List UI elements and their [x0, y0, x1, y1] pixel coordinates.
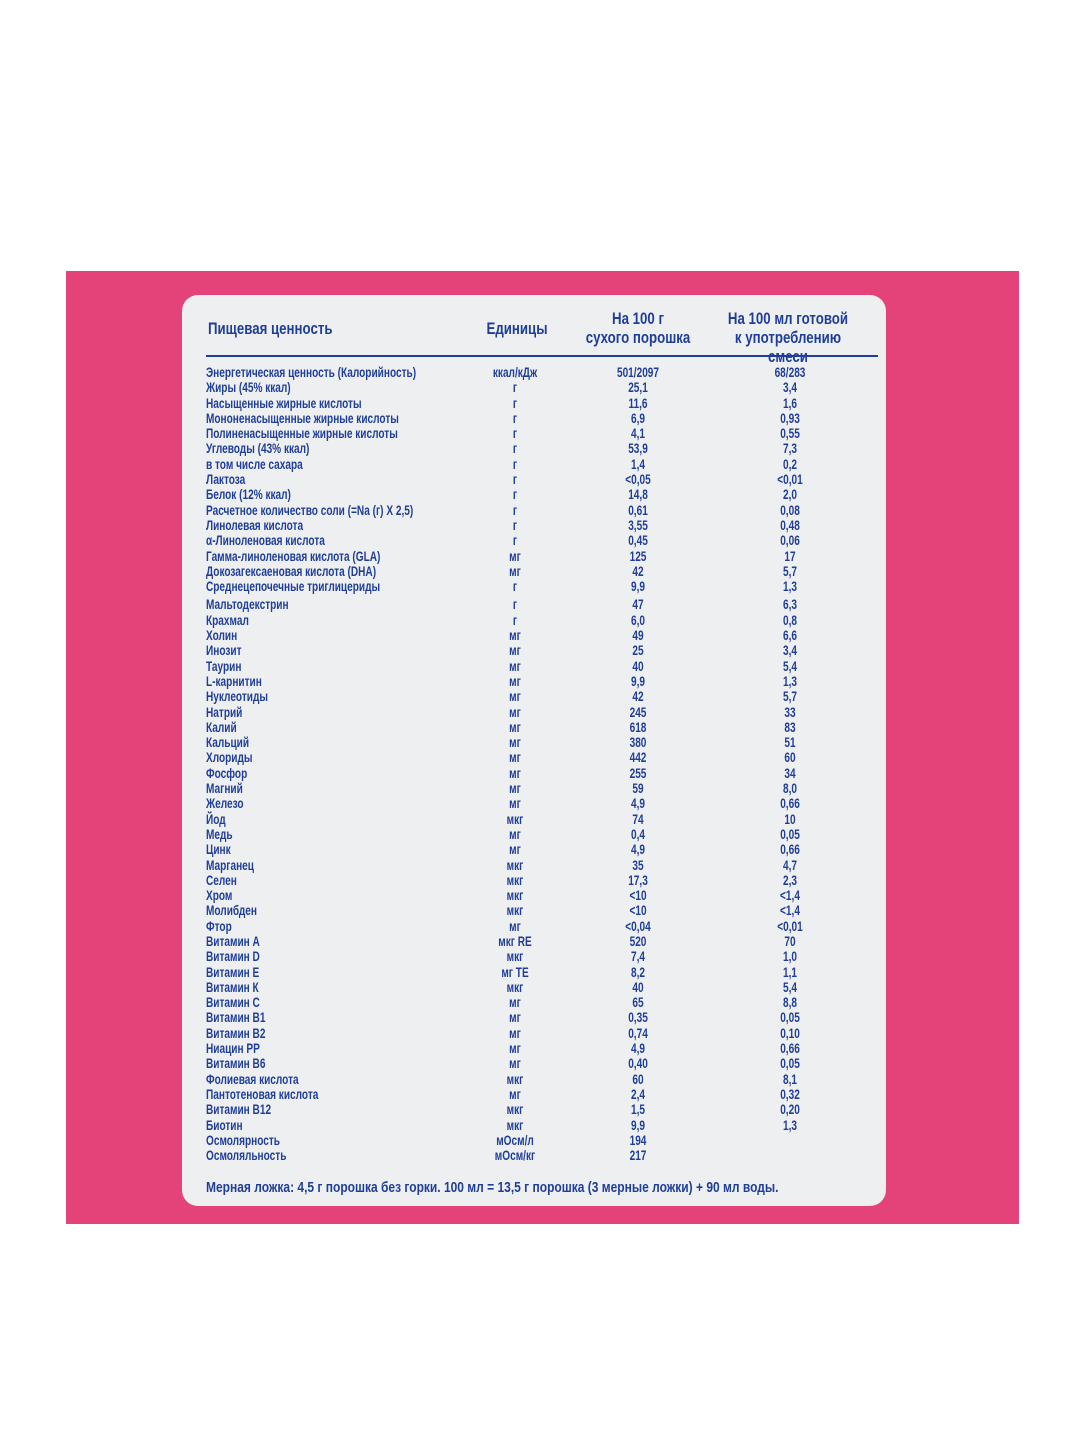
nutrient-name: Мононенасыщенные жирные кислоты — [206, 409, 399, 426]
nutrient-unit: ккал/кДж — [492, 364, 538, 380]
nutrient-unit: мОсм/кг — [494, 1147, 536, 1164]
header-per-100ml-line2: к употреблению — [734, 328, 842, 347]
nutrient-unit: мкг — [506, 1116, 524, 1133]
table-row — [182, 827, 886, 842]
value-per-100g: 380 — [629, 734, 647, 751]
table-row — [182, 579, 886, 594]
header-per-100ml-prepared — [718, 309, 858, 366]
nutrient-name: Таурин — [206, 657, 242, 674]
table-row — [182, 1118, 886, 1133]
nutrient-unit: мг — [509, 994, 521, 1011]
nutrient-name: Линолевая кислота — [206, 516, 304, 533]
value-per-100ml: 8,0 — [782, 780, 798, 797]
value-per-100g: 6,0 — [630, 611, 646, 628]
nutrient-unit: г — [512, 532, 518, 549]
value-per-100g: 520 — [629, 932, 647, 949]
nutrient-name: Витамин В12 — [206, 1101, 272, 1118]
value-per-100ml: 5,4 — [782, 657, 798, 674]
value-per-100g: 60 — [632, 1070, 644, 1087]
value-per-100ml: <0,01 — [777, 917, 803, 934]
header-per-100g-powder — [583, 309, 692, 347]
table-row — [182, 487, 886, 502]
nutrient-name: Фтор — [206, 917, 232, 934]
nutrient-name: Натрий — [206, 703, 243, 720]
value-per-100ml: 0,32 — [780, 1085, 800, 1102]
value-per-100ml: 0,66 — [780, 841, 800, 858]
table-row — [182, 735, 886, 750]
value-per-100g: 8,2 — [630, 963, 646, 980]
table-row — [182, 995, 886, 1010]
nutrient-unit: мкг RE — [498, 932, 532, 949]
nutrient-unit: мОсм/л — [496, 1131, 534, 1148]
table-row — [182, 380, 886, 395]
value-per-100g: 42 — [632, 688, 644, 705]
value-per-100ml: 2,3 — [782, 871, 798, 888]
value-per-100ml: 0,93 — [780, 409, 800, 426]
nutrient-unit: мг — [509, 657, 521, 674]
nutrient-name: L-карнитин — [206, 672, 262, 689]
nutrient-name: Осмоляльность — [206, 1147, 287, 1164]
value-per-100g: <10 — [629, 902, 647, 919]
value-per-100g: 442 — [629, 749, 647, 766]
table-row — [182, 674, 886, 689]
nutrient-unit: мг — [509, 734, 521, 751]
nutrition-rows — [182, 365, 886, 1163]
table-row — [182, 766, 886, 781]
table-row — [182, 1026, 886, 1041]
nutrient-unit: г — [512, 596, 518, 613]
nutrient-name: Кальций — [206, 734, 250, 751]
value-per-100g: 0,4 — [630, 825, 646, 842]
header-per-100g-line2: сухого порошка — [585, 328, 691, 347]
table-row — [182, 919, 886, 934]
value-per-100ml: 83 — [784, 718, 796, 735]
value-per-100ml: 0,55 — [780, 425, 800, 442]
table-row — [182, 903, 886, 918]
value-per-100ml: <1,4 — [780, 887, 800, 904]
table-row — [182, 1148, 886, 1163]
value-per-100g: 65 — [632, 994, 644, 1011]
nutrient-unit: мг — [509, 825, 521, 842]
value-per-100g: 53,9 — [628, 440, 648, 457]
nutrient-name: Калий — [206, 718, 237, 735]
measuring-spoon-footnote: Мерная ложка: 4,5 г порошка без горки. 100 мл = 13,5 г порошка (3 мерные ложки) + 90 мл воды. — [206, 1179, 779, 1196]
nutrient-name: Витамин Е — [206, 963, 260, 980]
nutrient-unit: мкг — [506, 948, 524, 965]
nutrient-unit: г — [512, 455, 518, 472]
value-per-100ml: 7,3 — [782, 440, 798, 457]
table-row — [182, 396, 886, 411]
value-per-100g: 245 — [629, 703, 647, 720]
value-per-100g: 9,9 — [630, 1116, 646, 1133]
nutrient-unit: мг — [509, 841, 521, 858]
nutrient-unit: г — [512, 578, 518, 595]
nutrient-unit: мг — [509, 749, 521, 766]
value-per-100ml: 0,08 — [780, 501, 800, 518]
value-per-100g: <0,04 — [625, 917, 651, 934]
nutrient-unit: мг — [509, 642, 521, 659]
header-units: Единицы — [486, 319, 548, 338]
value-per-100ml: 1,1 — [782, 963, 798, 980]
value-per-100g: 40 — [632, 657, 644, 674]
table-row — [182, 888, 886, 903]
nutrient-name: Цинк — [206, 841, 231, 858]
nutrient-unit: мкг — [506, 871, 524, 888]
nutrition-table-card — [182, 295, 886, 1206]
nutrient-unit: мкг — [506, 1070, 524, 1087]
value-per-100ml: 17 — [784, 547, 796, 564]
table-row — [182, 457, 886, 472]
table-row — [182, 781, 886, 796]
value-per-100g: 0,45 — [628, 532, 648, 549]
nutrient-unit: г — [512, 394, 518, 411]
nutrient-name: Фолиевая кислота — [206, 1070, 299, 1087]
value-per-100ml: <1,4 — [780, 902, 800, 919]
table-row — [182, 643, 886, 658]
value-per-100g: 6,9 — [630, 409, 646, 426]
table-row — [182, 533, 886, 548]
value-per-100g: 0,61 — [628, 501, 648, 518]
table-row — [182, 1041, 886, 1056]
table-row — [182, 597, 886, 612]
table-row — [182, 518, 886, 533]
nutrient-name: Магний — [206, 780, 243, 797]
value-per-100g: 3,55 — [628, 516, 648, 533]
value-per-100g: 17,3 — [628, 871, 648, 888]
nutrient-unit: г — [512, 516, 518, 533]
value-per-100g: 25 — [632, 642, 644, 659]
nutrient-unit: мг — [509, 1085, 521, 1102]
nutrient-unit: мг — [509, 627, 521, 644]
nutrient-name: Осмолярность — [206, 1131, 280, 1148]
value-per-100g: 42 — [632, 562, 644, 579]
value-per-100ml: 5,7 — [782, 688, 798, 705]
nutrient-unit: мкг — [506, 1101, 524, 1118]
nutrient-name: в том числе сахара — [206, 455, 303, 472]
nutrient-name: Медь — [206, 825, 233, 842]
value-per-100g: 217 — [629, 1147, 647, 1164]
table-row — [182, 365, 886, 380]
value-per-100ml: 0,05 — [780, 1009, 800, 1026]
header-divider — [206, 355, 878, 357]
value-per-100g: 7,4 — [630, 948, 646, 965]
value-per-100ml: 0,2 — [782, 455, 798, 472]
value-per-100ml: 4,7 — [782, 856, 798, 873]
nutrient-unit: мкг — [506, 978, 524, 995]
nutrient-name: Марганец — [206, 856, 254, 873]
value-per-100ml: 0,20 — [780, 1101, 800, 1118]
value-per-100ml: 1,3 — [782, 578, 798, 595]
value-per-100g: 0,35 — [628, 1009, 648, 1026]
value-per-100ml: 1,6 — [782, 394, 798, 411]
nutrient-unit: мг — [509, 718, 521, 735]
nutrient-name: Ниацин РР — [206, 1040, 260, 1057]
table-row — [182, 842, 886, 857]
nutrient-unit: мг — [509, 764, 521, 781]
value-per-100ml: 2,0 — [782, 486, 798, 503]
value-per-100g: 4,9 — [630, 1040, 646, 1057]
table-row — [182, 965, 886, 980]
table-row — [182, 858, 886, 873]
header-per-100ml-line1: На 100 мл готовой — [727, 309, 849, 328]
nutrient-unit: мкг — [506, 856, 524, 873]
value-per-100ml: 60 — [784, 749, 796, 766]
nutrient-unit: мг — [509, 672, 521, 689]
table-row — [182, 812, 886, 827]
value-per-100g: 4,9 — [630, 841, 646, 858]
nutrient-name: Селен — [206, 871, 237, 888]
value-per-100g: 49 — [632, 627, 644, 644]
value-per-100g: 1,4 — [630, 455, 646, 472]
nutrient-name: Расчетное количество соли (=Na (г) X 2,5) — [206, 501, 414, 518]
value-per-100ml: 6,3 — [782, 596, 798, 613]
value-per-100g: 501/2097 — [616, 364, 660, 380]
value-per-100g: 11,6 — [628, 394, 648, 411]
nutrient-unit: мг — [509, 547, 521, 564]
value-per-100g: 2,4 — [630, 1085, 646, 1102]
nutrient-unit: мг — [509, 780, 521, 797]
table-row — [182, 503, 886, 518]
value-per-100g: 40 — [632, 978, 644, 995]
nutrient-unit: г — [512, 471, 518, 488]
table-row — [182, 1072, 886, 1087]
nutrient-name: Хлориды — [206, 749, 253, 766]
nutrient-unit: г — [512, 611, 518, 628]
value-per-100g: 4,1 — [630, 425, 646, 442]
nutrient-name: Лактоза — [206, 471, 246, 488]
table-row — [182, 720, 886, 735]
value-per-100ml: 51 — [784, 734, 796, 751]
value-per-100g: 618 — [629, 718, 647, 735]
value-per-100ml: 1,0 — [782, 948, 798, 965]
nutrient-name: Витамин В2 — [206, 1024, 266, 1041]
nutrient-unit: мг — [509, 703, 521, 720]
nutrient-unit: мг — [509, 917, 521, 934]
value-per-100g: <0,05 — [625, 471, 651, 488]
table-row — [182, 1056, 886, 1071]
nutrient-name: Докозагексаеновая кислота (DHA) — [206, 562, 377, 579]
value-per-100ml: 0,8 — [782, 611, 798, 628]
nutrient-unit: г — [512, 486, 518, 503]
nutrient-unit: г — [512, 501, 518, 518]
nutrient-unit: мг — [509, 1024, 521, 1041]
nutrient-name: Белок (12% ккал) — [206, 486, 291, 503]
nutrient-name: Витамин А — [206, 932, 260, 949]
value-per-100g: 9,9 — [630, 578, 646, 595]
value-per-100g: 9,9 — [630, 672, 646, 689]
nutrient-name: Крахмал — [206, 611, 249, 628]
table-row — [182, 934, 886, 949]
value-per-100ml: 0,05 — [780, 1055, 800, 1072]
value-per-100ml: 5,4 — [782, 978, 798, 995]
value-per-100g: 255 — [629, 764, 647, 781]
value-per-100ml: 1,3 — [782, 672, 798, 689]
nutrient-name: Витамин В1 — [206, 1009, 266, 1026]
value-per-100g: 0,40 — [628, 1055, 648, 1072]
table-row — [182, 1102, 886, 1117]
nutrient-name: Среднецепочечные триглицериды — [206, 578, 381, 595]
value-per-100ml: 34 — [784, 764, 796, 781]
nutrient-unit: мг — [509, 1040, 521, 1057]
table-row — [182, 549, 886, 564]
nutrient-unit: г — [512, 425, 518, 442]
nutrient-name: Витамин В6 — [206, 1055, 266, 1072]
header-per-100g-line1: На 100 г — [612, 309, 664, 328]
table-row — [182, 873, 886, 888]
value-per-100ml: 10 — [784, 810, 796, 827]
table-row — [182, 441, 886, 456]
value-per-100g: 0,74 — [628, 1024, 648, 1041]
nutrient-name: Витамин С — [206, 994, 260, 1011]
value-per-100g: 47 — [632, 596, 644, 613]
table-row — [182, 705, 886, 720]
table-row — [182, 1133, 886, 1148]
nutrient-unit: мг — [509, 688, 521, 705]
nutrient-name: Углеводы (43% ккал) — [206, 440, 310, 457]
table-row — [182, 1087, 886, 1102]
nutrient-name: Полиненасыщенные жирные кислоты — [206, 425, 398, 442]
nutrient-unit: мкг — [506, 887, 524, 904]
value-per-100g: 4,9 — [630, 795, 646, 812]
value-per-100g: 59 — [632, 780, 644, 797]
value-per-100g: 1,5 — [630, 1101, 646, 1118]
table-row — [182, 750, 886, 765]
nutrient-unit: г — [512, 409, 518, 426]
header-nutrition-value: Пищевая ценность — [208, 319, 333, 338]
nutrient-name: Витамин К — [206, 978, 259, 995]
value-per-100ml: 0,05 — [780, 825, 800, 842]
table-row — [182, 689, 886, 704]
nutrient-name: Энергетическая ценность (Калорийность) — [206, 364, 417, 380]
nutrient-name: Биотин — [206, 1116, 243, 1133]
value-per-100ml: 0,48 — [780, 516, 800, 533]
table-row — [182, 659, 886, 674]
value-per-100g: 74 — [632, 810, 644, 827]
value-per-100ml: 0,10 — [780, 1024, 800, 1041]
value-per-100ml: 0,66 — [780, 1040, 800, 1057]
value-per-100ml: 5,7 — [782, 562, 798, 579]
nutrient-name: Витамин D — [206, 948, 260, 965]
value-per-100ml: 0,66 — [780, 795, 800, 812]
value-per-100g: <10 — [629, 887, 647, 904]
table-row — [182, 1010, 886, 1025]
nutrient-name: Фосфор — [206, 764, 248, 781]
nutrient-name: Гамма-линоленовая кислота (GLA) — [206, 547, 381, 564]
nutrient-name: Молибден — [206, 902, 257, 919]
nutrient-unit: мкг — [506, 902, 524, 919]
value-per-100g: 125 — [629, 547, 647, 564]
value-per-100ml: 0,06 — [780, 532, 800, 549]
table-row — [182, 949, 886, 964]
nutrient-name: Нуклеотиды — [206, 688, 268, 705]
nutrient-name: α-Линоленовая кислота — [206, 532, 325, 549]
table-row — [182, 472, 886, 487]
value-per-100ml: 1,3 — [782, 1116, 798, 1133]
nutrient-unit: мг ТЕ — [501, 963, 529, 980]
value-per-100ml: 3,4 — [782, 379, 798, 396]
nutrient-unit: мг — [509, 1009, 521, 1026]
nutrient-name: Жиры (45% ккал) — [206, 379, 291, 396]
value-per-100g: 25,1 — [628, 379, 648, 396]
value-per-100g: 35 — [632, 856, 644, 873]
table-row — [182, 980, 886, 995]
nutrient-name: Насыщенные жирные кислоты — [206, 394, 362, 411]
table-row — [182, 564, 886, 579]
value-per-100ml: 70 — [784, 932, 796, 949]
value-per-100ml: <0,01 — [777, 471, 803, 488]
value-per-100ml: 8,8 — [782, 994, 798, 1011]
value-per-100g: 14,8 — [628, 486, 648, 503]
table-row — [182, 426, 886, 441]
table-row — [182, 613, 886, 628]
nutrient-name: Йод — [206, 810, 226, 827]
nutrient-name: Инозит — [206, 642, 242, 659]
table-row — [182, 796, 886, 811]
value-per-100ml: 3,4 — [782, 642, 798, 659]
nutrient-name: Холин — [206, 627, 238, 644]
nutrient-unit: мг — [509, 562, 521, 579]
nutrient-unit: г — [512, 379, 518, 396]
value-per-100g: 194 — [629, 1131, 647, 1148]
nutrient-unit: мкг — [506, 810, 524, 827]
value-per-100ml: 6,6 — [782, 627, 798, 644]
value-per-100ml: 33 — [784, 703, 796, 720]
nutrient-name: Мальтодекстрин — [206, 596, 289, 613]
table-row — [182, 628, 886, 643]
nutrient-name: Железо — [206, 795, 244, 812]
table-row — [182, 411, 886, 426]
nutrient-unit: мг — [509, 795, 521, 812]
nutrient-name: Пантотеновая кислота — [206, 1085, 319, 1102]
value-per-100ml: 8,1 — [782, 1070, 798, 1087]
nutrient-unit: мг — [509, 1055, 521, 1072]
nutrient-name: Хром — [206, 887, 233, 904]
value-per-100ml: 68/283 — [774, 364, 806, 380]
nutrient-unit: г — [512, 440, 518, 457]
